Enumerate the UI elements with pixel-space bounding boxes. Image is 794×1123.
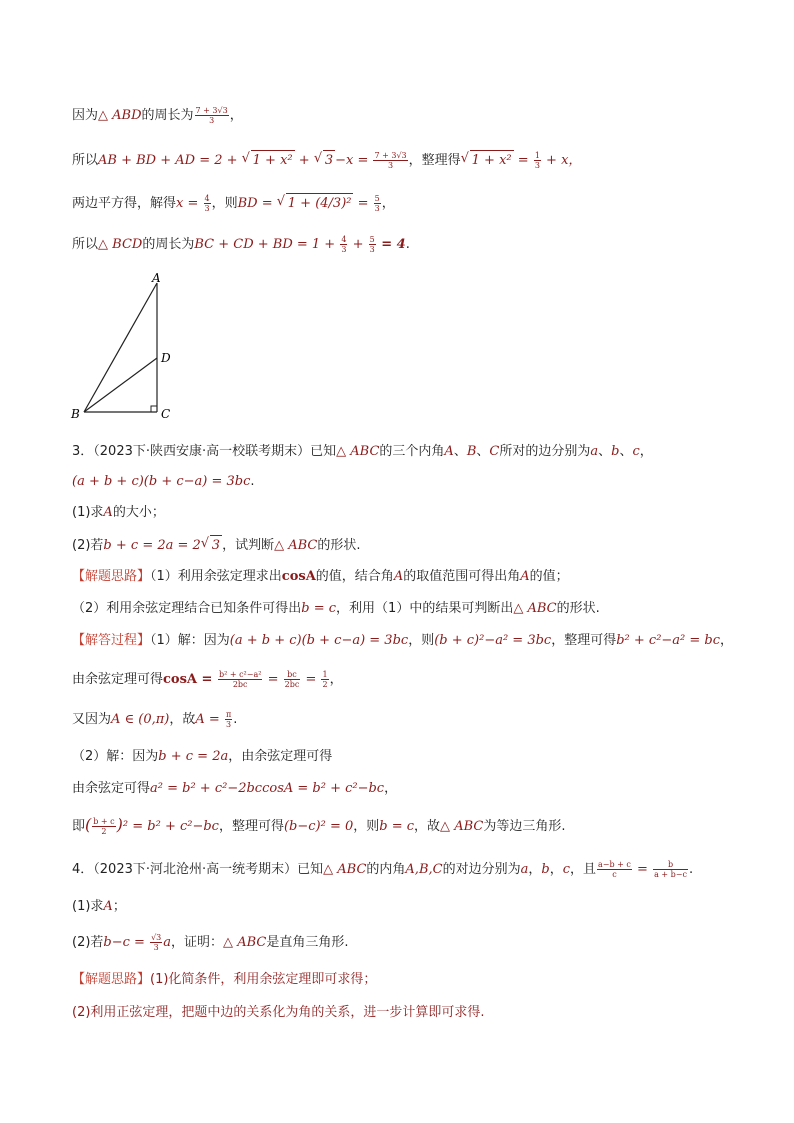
- hint-tag: 【解题思路】: [72, 569, 151, 584]
- text: 所以: [72, 237, 99, 252]
- q3-part1: (1)求A的大小；: [72, 505, 165, 520]
- solution-tag: 【解答过程】: [72, 633, 151, 648]
- q3-solution-5: 由余弦定可得a² = b² + c²−2bccosA = b² + c²−bc，: [72, 781, 398, 796]
- q3-solution-6: 即( $\frac{b + c}{2}$ )² = b² + c²−bc，整理可得(b−c)² = 0，则b = c，故△ ABC为等边三角形.: [72, 815, 566, 836]
- fraction: $\frac{1}{3}$: [534, 151, 540, 170]
- fraction: $\frac{bc}{2bc}$: [284, 670, 300, 689]
- sqrt-expr: √ 1 + (4/3)²: [286, 193, 354, 214]
- fraction: $\frac{√3}{3}$: [151, 933, 162, 952]
- fraction: $\frac{\pi}{3}$: [225, 710, 232, 729]
- q3-solution-2: 由余弦定理可得cosA = $\frac{\text{b² + c²−a²}}{2bc}$ = $\frac{bc}{2bc}$ = $\frac{1}{2}$ ，: [72, 670, 343, 689]
- fraction: $\frac{b}{a + b-c}$: [654, 860, 687, 879]
- text: 因为: [72, 108, 99, 123]
- sqrt-expr: √ 3: [323, 150, 335, 171]
- fraction: $\frac{7 + 3√3}{3}$: [374, 151, 407, 170]
- fraction: $\frac{5}{3}$: [374, 194, 380, 213]
- fraction: $\frac{5}{3}$: [369, 235, 375, 254]
- text: 两边平方得，解得: [72, 196, 177, 211]
- text: 的周长为: [141, 108, 194, 123]
- triangle-name: ABD: [112, 108, 142, 123]
- q3-solution-3: 又因为A ∈ (0,π)，故A = $\frac{\pi}{3}$ .: [72, 710, 238, 729]
- sqrt-expr: √ 3: [210, 535, 222, 556]
- math-expr: (a + b + c)(b + c−a) = 3bc: [72, 474, 251, 489]
- label-a: A: [152, 271, 161, 285]
- fraction: $\frac{1}{2}$: [322, 670, 328, 689]
- q3-hint-2: （2）利用余弦定理结合已知条件可得出b = c，利用（1）中的结果可判断出△ ABC的形状.: [72, 601, 600, 616]
- q3-title: 3．（2023下·陕西安康·高一校联考期末）已知△ ABC的三个内角A、B、C所对的边分别为a、b、c，: [72, 444, 653, 459]
- solution-line-4: 所以△ BCD的周长为BC + CD + BD = 1 + $\frac{4}{3}$ + $\frac{5}{3}$ = 4.: [72, 235, 410, 254]
- q3-solution-1: 【解答过程】（1）解：因为(a + b + c)(b + c−a) = 3bc，则(b + c)²−a² = 3bc，整理可得b² + c²−a² = bc，: [72, 633, 734, 648]
- question-number: 4．（2023下·河北沧州·高一统考期末）已知: [72, 862, 324, 877]
- q4-part2: (2)若b−c = $\frac{√3}{3}$ a，证明：△ ABC是直角三角形.: [72, 933, 349, 952]
- hint-tag: 【解题思路】: [72, 972, 151, 987]
- right-angle-mark: [151, 406, 157, 412]
- edge-bd: [84, 358, 157, 412]
- triangle-figure: [68, 270, 188, 430]
- q4-part1: (1)求A；: [72, 899, 126, 914]
- q4-hint-2: (2)利用正弦定理，把题中边的关系化为角的关系，进一步计算即可求得.: [72, 1005, 485, 1020]
- q3-solution-4: （2）解：因为b + c = 2a，由余弦定理可得: [72, 749, 333, 764]
- solution-line-3: 两边平方得，解得x = $\frac{4}{3}$ ，则BD = √ 1 + (4/3)² = $\frac{5}{3}$ ，: [72, 193, 395, 214]
- solution-line-1: 因为△ ABD的周长为 $\frac{7 + 3√3}{3}$ ，: [72, 106, 243, 125]
- fraction: $\frac{4}{3}$: [204, 194, 210, 213]
- fraction: $\frac{7 + 3√3}{3}$: [195, 106, 228, 125]
- edge-ab: [84, 283, 157, 412]
- fraction: $\frac{b + c}{2}$: [93, 817, 115, 836]
- q3-part2: (2)若b + c = 2a = 2√ 3 ，试判断△ ABC的形状.: [72, 535, 361, 556]
- math-expr: AB + BD + AD = 2 +: [98, 153, 242, 168]
- solution-line-2: 所以AB + BD + AD = 2 + √ 1 + x² + √ 3 −x = $\frac{7 + 3√3}{3}$ ，整理得√ 1 + x² = $\frac{1}{3}$ + x，: [72, 150, 581, 171]
- fraction: $\frac{4}{3}$: [341, 235, 347, 254]
- text: 所以: [72, 153, 99, 168]
- triangle-symbol: △: [98, 108, 109, 123]
- question-number: 3．（2023下·陕西安康·高一校联考期末）已知: [72, 444, 337, 459]
- q4-title: 4．（2023下·河北沧州·高一统考期末）已知△ ABC的内角A,B,C的对边分别为a，b，c，且 $\frac{a-b + c}{c}$ = $\frac{b}{a + b-c}$ .: [72, 860, 694, 879]
- sqrt-expr: √ 1 + x²: [470, 150, 514, 171]
- q3-hint-1: 【解题思路】（1）利用余弦定理求出cosA的值，结合角A的取值范围可得出角A的值；: [72, 569, 569, 584]
- fraction: $\frac{a-b + c}{c}$: [598, 860, 631, 879]
- label-d: D: [161, 351, 171, 365]
- q3-equation: (a + b + c)(b + c−a) = 3bc.: [72, 474, 255, 489]
- q4-hint-1: 【解题思路】(1)化简条件，利用余弦定理即可求得；: [72, 972, 377, 987]
- label-c: C: [161, 407, 171, 421]
- triangle-name: BCD: [112, 237, 143, 252]
- fraction: $\frac{\text{b² + c²−a²}}{2bc}$: [218, 670, 262, 689]
- sqrt-expr: √ 1 + x²: [251, 150, 295, 171]
- label-b: B: [71, 407, 80, 421]
